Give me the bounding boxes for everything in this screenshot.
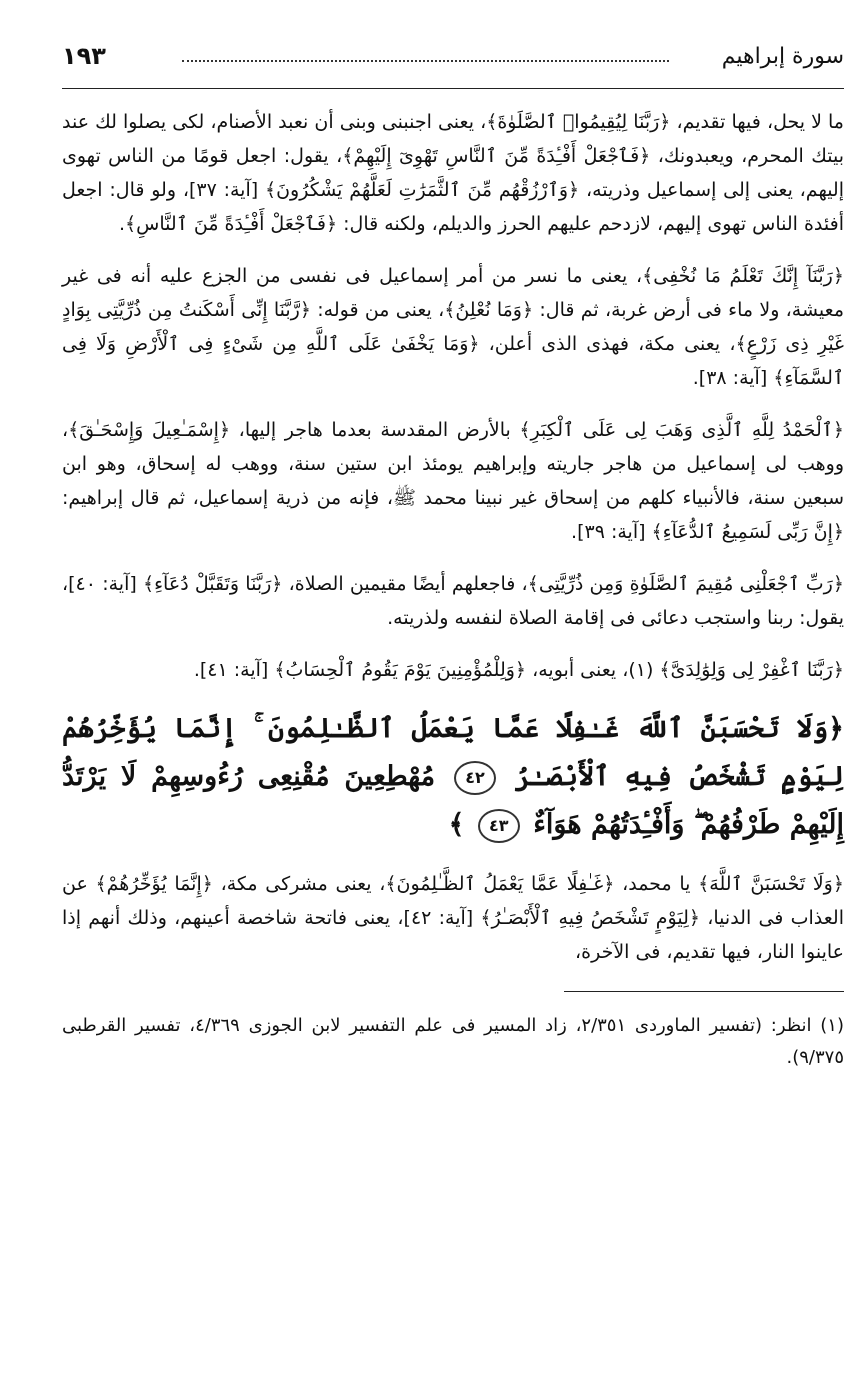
book-page [62, 36, 844, 1356]
paragraph-6: ﴿وَلَا تَحْسَبَنَّ ٱللَّهَ﴾ يا محمد، ﴿غَـٰفِلًا عَمَّا يَعْمَلُ ٱلظَّـٰلِمُونَ﴾، يعنى مشركى مكة، ﴿إِنَّمَا يُؤَخِّرُهُمْ﴾ عن العذاب فى الدنيا، ﴿لِيَوْمٍ تَشْخَصُ فِيهِ ٱلْأَبْصَـٰرُ﴾ [آية: ٤٢]، يعنى فاتحة شاخصة أعينهم، وذلك أنهم إذا عاينوا النار، فيها تقديم، فى الآخرة، [62, 873, 844, 963]
paragraph-2: ﴿رَبَّنَآ إِنَّكَ تَعْلَمُ مَا نُخْفِى﴾، يعنى ما نسر من أمر إسماعيل فى نفسى من الجزع عليه أنه فى غير معيشة، ولا ماء فى أرض غربة، ثم قال: ﴿وَمَا نُعْلِنُ﴾، يعنى من قوله: ﴿رَّبَّنَا إِنِّى أَسْكَنتُ مِن ذُرِّيَّتِى بِوَادٍ غَيْرِ ذِى زَرْعٍ﴾، يعنى مكة، فهذى الذى أعلن، ﴿وَمَا يَخْفَىٰ عَلَى ٱللَّهِ مِن شَىْءٍ فِى ٱلْأَرْضِ وَلَا فِى ٱلسَّمَآءِ﴾ [آية: ٣٨]. [62, 265, 844, 389]
quran-verse-text-42: ﴿وَلَا تَحْسَبَنَّ ٱللَّهَ غَـٰفِلًا عَمَّا يَعْمَلُ ٱلظَّـٰلِمُونَ ۚ إِنَّمَا يُؤَخِّرُهُمْ لِيَوْمٍ تَشْخَصُ فِيهِ ٱلْأَبْصَـٰرُ [62, 713, 845, 792]
quran-verse-block [62, 705, 844, 849]
ayah-number-marker: ٤٢ [454, 761, 496, 795]
quran-close-bracket: ﴾ [448, 809, 465, 840]
footnote-divider [564, 991, 844, 992]
page-header [62, 36, 844, 89]
paragraph-3: ﴿ٱلْحَمْدُ لِلَّهِ ٱلَّذِى وَهَبَ لِى عَلَى ٱلْكِبَرِ﴾ بالأرض المقدسة بعدما هاجر إليها، ﴿إِسْمَـٰعِيلَ وَإِسْحَـٰقَ﴾، ووهب لى إسماعيل من هاجر جاريته وإبراهيم يومئذ ابن ستين سنة، ووهب له إسحاق، وهو ابن سبعين سنة، فالأنبياء كلهم من إسحاق غير نبينا محمد ﷺ، فإنه من ذرية إسماعيل، ثم قال إبراهيم: ﴿إِنَّ رَبِّى لَسَمِيعُ ٱلدُّعَآءِ﴾ [آية: ٣٩]. [62, 419, 844, 543]
surah-title: سورة إبراهيم [721, 44, 844, 69]
paragraph-5: ﴿رَبَّنَا ٱغْفِرْ لِى وَلِوَٰلِدَىَّ﴾ (١)، يعنى أبويه، ﴿وَلِلْمُؤْمِنِينَ يَوْمَ يَقُومُ ٱلْحِسَابُ﴾ [آية: ٤١]. [193, 659, 844, 681]
ayah-number-marker: ٤٣ [478, 809, 520, 843]
quran-verse-text-43: مُهْطِعِينَ مُقْنِعِى رُءُوسِهِمْ لَا يَرْتَدُّ إِلَيْهِمْ طَرْفُهُمْ ۖ وَأَفْـِٔدَتُهُمْ هَوَآءٌ [62, 761, 844, 840]
page-body [62, 105, 844, 1074]
dotted-leader [182, 60, 669, 62]
paragraph-4: ﴿رَبِّ ٱجْعَلْنِى مُقِيمَ ٱلصَّلَوٰةِ وَمِن ذُرِّيَّتِى﴾، فاجعلهم أيضًا مقيمين الصلاة، ﴿رَبَّنَا وَتَقَبَّلْ دُعَآءِ﴾ [آية: ٤٠]، يقول: ربنا واستجب دعائى فى إقامة الصلاة لنفسه ولذريته. [62, 573, 844, 629]
paragraph-1: ما لا يحل، فيها تقديم، ﴿رَبَّنَا لِيُقِيمُوا۟ ٱلصَّلَوٰةَ﴾، يعنى اجنبنى وبنى أن نعبد الأصنام، لكى يصلوا لك عند بيتك المحرم، ويعبدونك، ﴿فَٱجْعَلْ أَفْـِٔدَةً مِّنَ ٱلنَّاسِ تَهْوِىٓ إِلَيْهِمْ﴾، يقول: اجعل قومًا من الناس تهوى إليهم، يعنى إلى إسماعيل وذريته، ﴿وَٱرْزُقْهُم مِّنَ ٱلثَّمَرَٰتِ لَعَلَّهُمْ يَشْكُرُونَ﴾ [آية: ٣٧]، ولو قال: اجعل أفئدة الناس تهوى إليهم، لازدحم عليهم الحرز والديلم، ولكنه قال: ﴿فَٱجْعَلْ أَفْـِٔدَةً مِّنَ ٱلنَّاسِ﴾. [62, 111, 844, 235]
footnote: (١) انظر: (تفسير الماوردى ٢/٣٥١، زاد المسير فى علم التفسير لابن الجوزى ٤/٣٦٩، تفسير القرطبى ٩/٣٧٥). [62, 1015, 844, 1068]
page-number: ١٩٣ [62, 42, 106, 70]
